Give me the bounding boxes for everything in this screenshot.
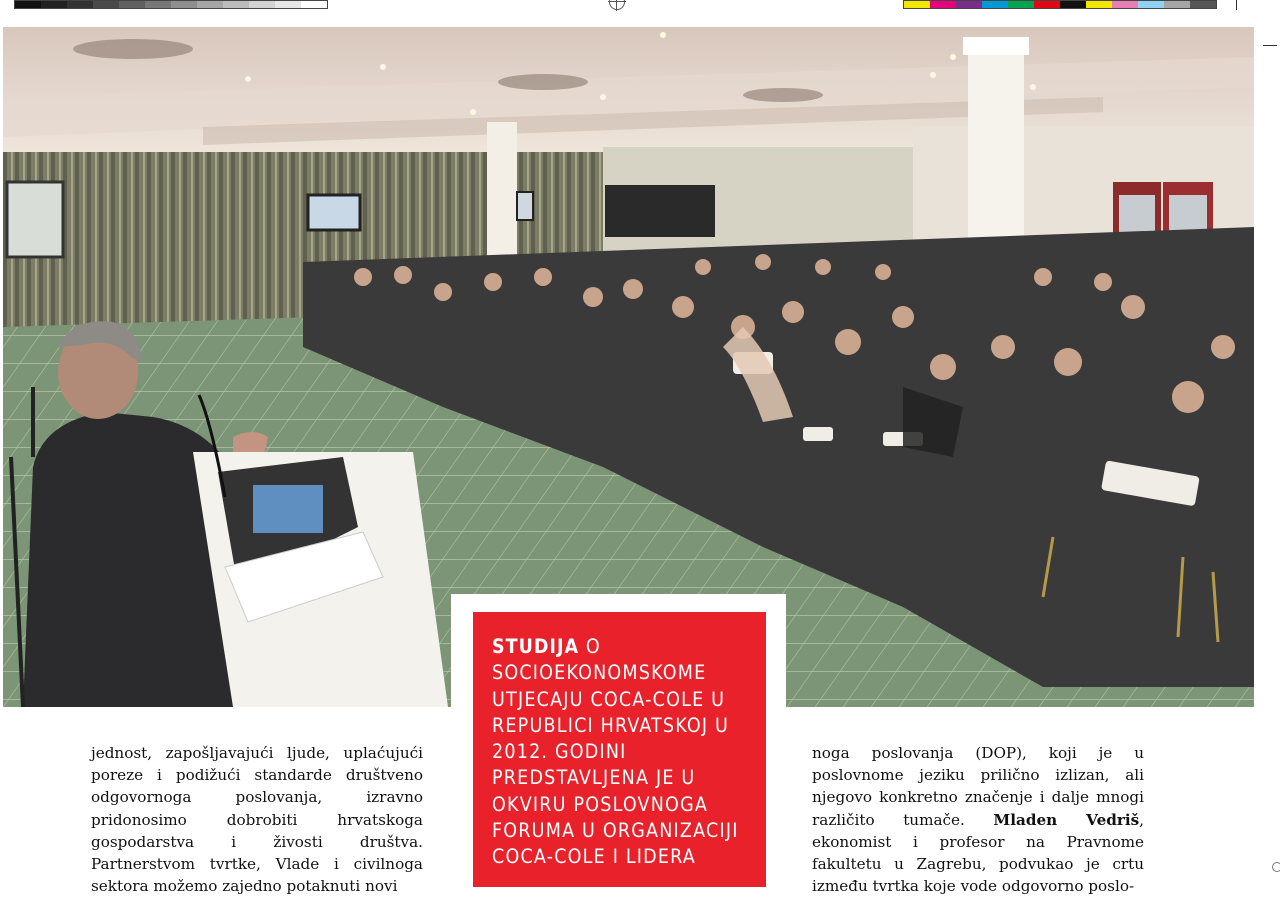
registration-mark-icon xyxy=(609,0,625,10)
color-swatch xyxy=(197,1,223,8)
color-swatch xyxy=(1060,1,1086,8)
paragraph-text: noga poslovanja (DOP), koji je u poslovnome jeziku prilično izlizan, ali njegovo konkretno značenje i dalje mnogi različito tumače. xyxy=(812,744,1144,829)
color-swatch xyxy=(904,1,930,8)
person-name: Mladen Vedriš xyxy=(993,810,1140,829)
color-swatch xyxy=(67,1,93,8)
color-swatch xyxy=(1138,1,1164,8)
color-swatch xyxy=(1034,1,1060,8)
pull-quote-callout xyxy=(473,612,766,887)
color-swatch xyxy=(223,1,249,8)
color-print-bar xyxy=(903,0,1217,9)
color-swatch xyxy=(1164,1,1190,8)
grayscale-print-bar xyxy=(14,0,328,9)
color-swatch xyxy=(956,1,982,8)
color-swatch xyxy=(1008,1,1034,8)
color-swatch xyxy=(41,1,67,8)
color-swatch xyxy=(249,1,275,8)
color-swatch xyxy=(930,1,956,8)
color-swatch xyxy=(145,1,171,8)
color-swatch xyxy=(171,1,197,8)
article-paragraph: jednost, zapošljavajući ljude, uplaćujući poreze i podižući standarde društveno odgovornoga poslovanja, izravno pridonosimo dobrobiti hrvatskoga gospodarstva i živosti društva. Partnerstvom tvrtke, Vlade i civilnoga sektora možemo zajedno potaknuti novi xyxy=(91,744,423,896)
callout-lead: STUDIJA xyxy=(492,635,580,658)
color-swatch xyxy=(119,1,145,8)
color-swatch xyxy=(15,1,41,8)
callout-text: O SOCIOEKONOMSKOME UTJECAJU COCA-COLE U REPUBLICI HRVATSKOJ U 2012. GODINI PREDSTAVLJENA JE U OKVIRU POSLOVNOGA FORUMA U ORGANIZACIJI COCA-COLE I LIDERA xyxy=(492,635,739,869)
trim-mark xyxy=(1263,45,1277,46)
color-swatch xyxy=(275,1,301,8)
color-swatch xyxy=(1190,1,1216,8)
article-paragraph xyxy=(812,742,1144,897)
color-swatch xyxy=(301,1,327,8)
paragraph-text: , ekonomist i profesor na Pravnome fakultetu u Zagrebu, podvukao je crtu između tvrtka koje vode odgovorno poslo- xyxy=(812,810,1144,896)
trim-mark xyxy=(1236,0,1237,10)
color-swatch xyxy=(93,1,119,8)
registration-mark-icon xyxy=(1272,862,1280,872)
article-column-right xyxy=(812,742,1144,897)
color-swatch xyxy=(1112,1,1138,8)
color-swatch xyxy=(1086,1,1112,8)
article-column-left xyxy=(91,742,423,897)
color-swatch xyxy=(982,1,1008,8)
